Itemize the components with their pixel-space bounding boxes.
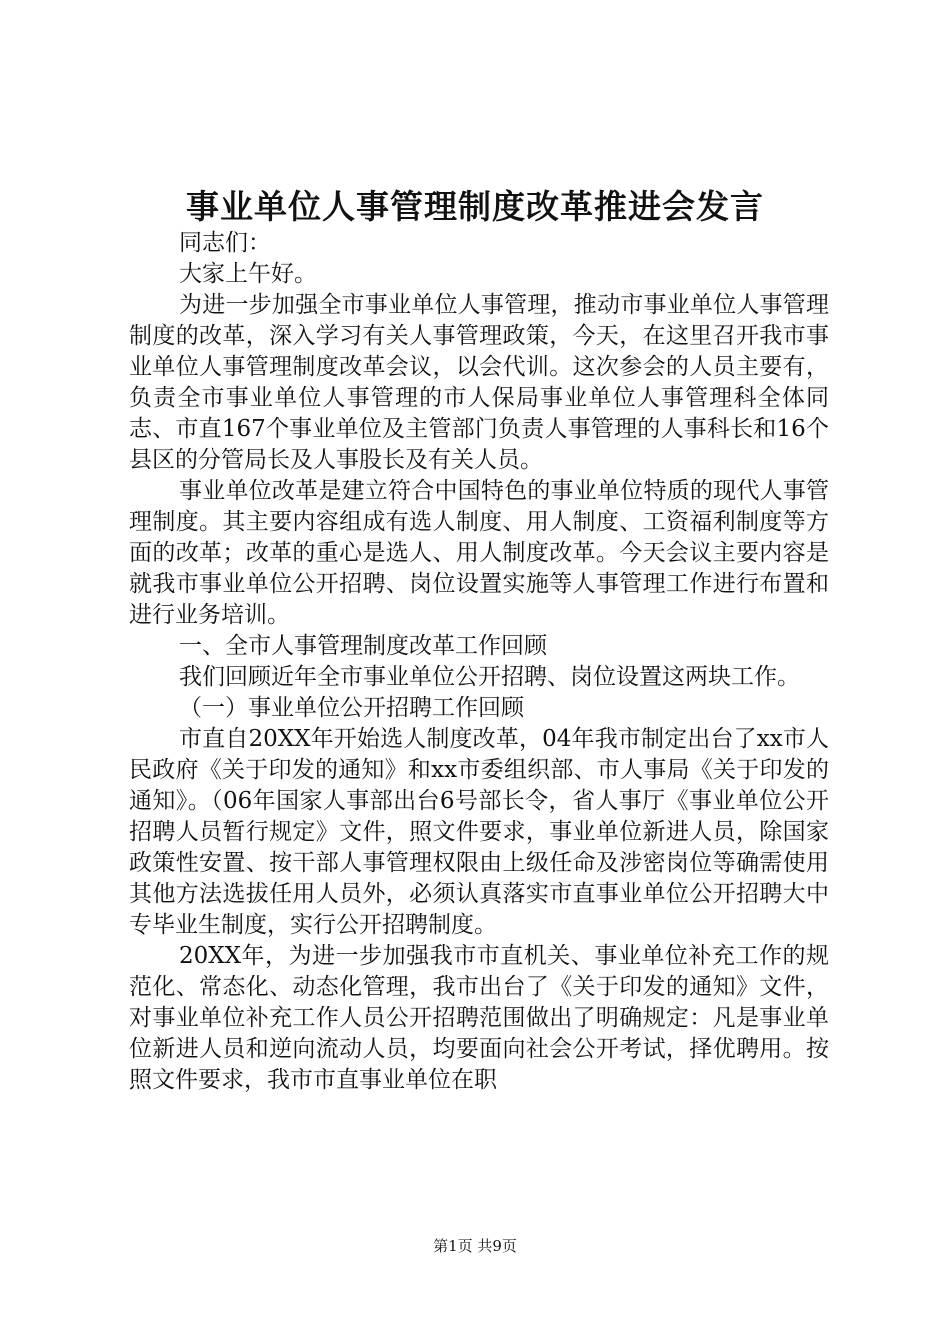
paragraph-review-intro: 我们回顾近年全市事业单位公开招聘、岗位设置这两块工作。 xyxy=(179,664,800,690)
paragraph-reform-content: 事业单位改革是建立符合中国特色的事业单位特质的现代人事管理制度。其主要内容组成有选人制度、用人制度、工资福利制度等方面的改革；改革的重心是选人、用人制度改革。今天会议主要内容是就我市事业单位公开招聘、岗位设置实施等人事管理工作进行布置和进行业务培训。 xyxy=(129,478,829,628)
paragraph-recruitment-history: 市直自20XX年开始选人制度改革，04年我市制定出台了xx市人民政府《关于印发的通知》和xx市委组织部、市人事局《关于印发的通知》。（06年国家人事部出台6号部长令，省人事厅《事业单位公开招聘人员暂行规定》文件，照文件要求，事业单位新进人员，除国家政策性安置、按干部人事管理权限由上级任命及涉密岗位等确需使用其他方法选拔任用人员外，必须认真落实市直事业单位公开招聘大中专毕业生制度，实行公开招聘制度。 xyxy=(129,726,829,938)
document-title: 事业单位人事管理制度改革推进会发言 xyxy=(186,187,764,226)
document-body xyxy=(129,228,829,1096)
section-heading-review: 一、全市人事管理制度改革工作回顾 xyxy=(179,633,547,659)
subsection-heading-recruitment: （一）事业单位公开招聘工作回顾 xyxy=(179,695,524,721)
greeting: 大家上午好。 xyxy=(179,261,317,287)
page-number-footer: 第1页 共9页 xyxy=(433,1237,517,1255)
paragraph-recruitment-regulation: 20XX年，为进一步加强我市市直机关、事业单位补充工作的规范化、常态化、动态化管理，我市出台了《关于印发的通知》文件，对事业单位补充工作人员公开招聘范围做出了明确规定：凡是事业单位新进人员和逆向流动人员，均要面向社会公开考试，择优聘用。按照文件要求，我市市直事业单位在职 xyxy=(129,943,829,1093)
salutation: 同志们： xyxy=(179,230,271,256)
paragraph-purpose: 为进一步加强全市事业单位人事管理，推动市事业单位人事管理制度的改革，深入学习有关人事管理政策，今天，在这里召开我市事业单位人事管理制度改革会议，以会代训。这次参会的人员主要有，负责全市事业单位人事管理的市人保局事业单位人事管理科全体同志、市直167个事业单位及主管部门负责人事管理的人事科长和16个县区的分管局长及人事股长及有关人员。 xyxy=(129,292,829,473)
